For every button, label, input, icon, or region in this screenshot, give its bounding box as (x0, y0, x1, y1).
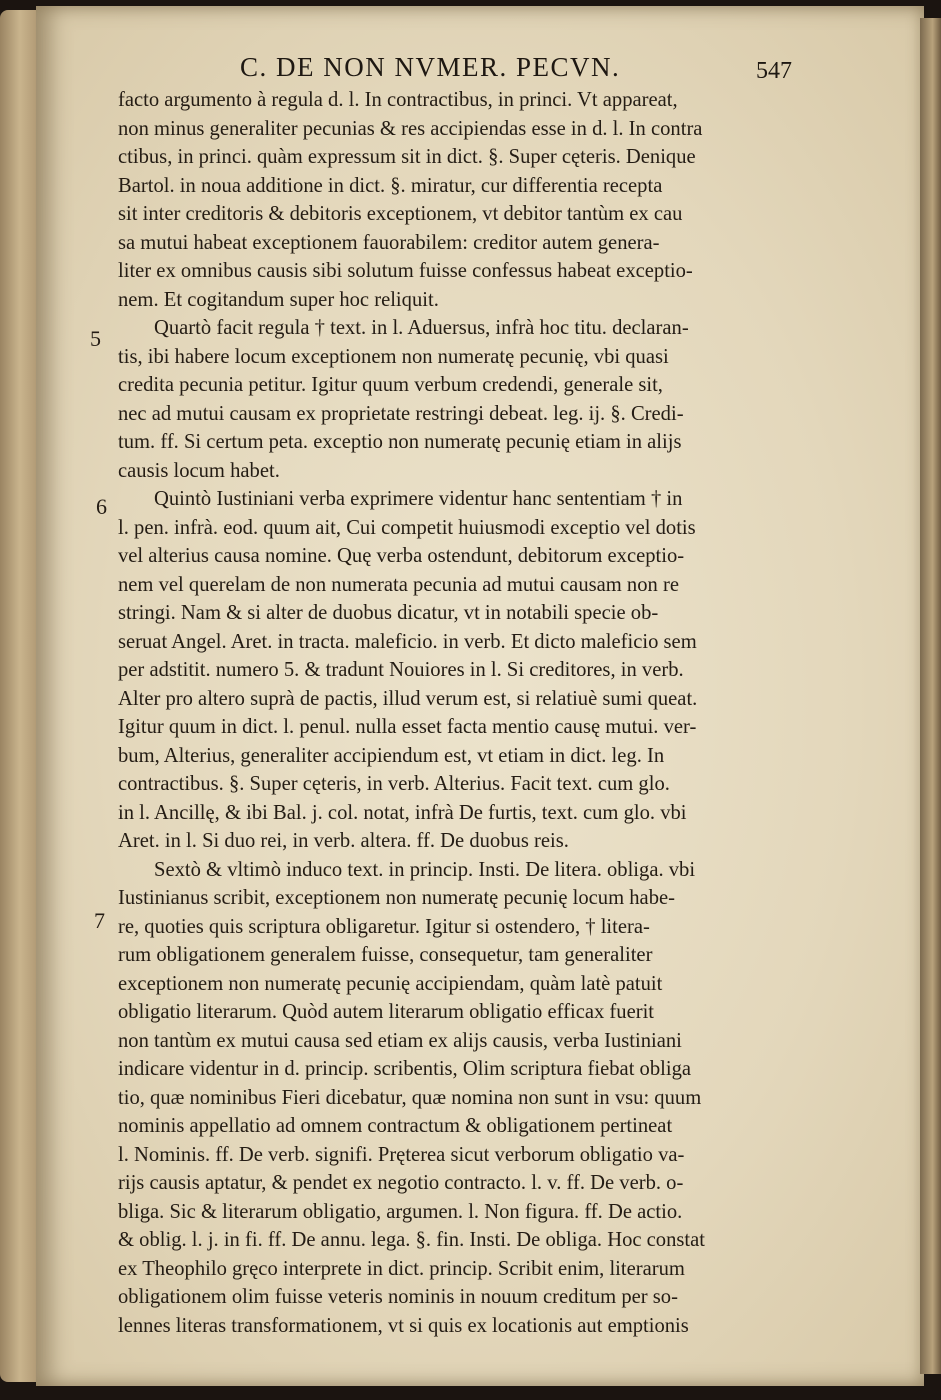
text-line: causis locum habet. (118, 459, 280, 482)
text-line: Bartol. in noua additione in dict. §. miratur, cur differentia recepta (118, 174, 663, 197)
text-line: contractibus. §. Super cęteris, in verb. Alterius. Facit text. cum glo. (118, 773, 670, 795)
text-line: Alter pro altero suprà de pactis, illud verum est, si relatiuè sumi queat. (118, 687, 698, 710)
text-line: Aret. in l. Si duo rei, in verb. altera. ff. De duobus reis. (118, 830, 569, 852)
text-line: nec ad mutui causam ex proprietate restringi debeat. leg. ij. §. Credi- (118, 402, 684, 425)
text-line: sa mutui habeat exceptionem fauorabilem: creditor autem genera- (118, 231, 660, 254)
page-number: 547 (756, 58, 792, 84)
text-line: obligationem olim fuisse veteris nominis in nouum creditum per so- (118, 1286, 678, 1308)
text-line: & oblig. l. j. in fi. ff. De annu. lega. §. fin. Insti. De obliga. Hoc constat (118, 1229, 706, 1251)
text-line: ctibus, in princi. quàm expressum sit in dict. §. Super cęteris. Denique (118, 146, 696, 168)
text-line: non tantùm ex mutui causa sed etiam ex alijs causis, verba Iustiniani (118, 1029, 682, 1052)
text-line: ex Theophilo gręco interprete in dict. princip. Scribit enim, literarum (118, 1257, 685, 1280)
text-line: lennes literas transformationem, vt si quis ex locationis aut emptionis (118, 1314, 689, 1337)
text-line: non minus generaliter pecunias & res accipiendas esse in d. l. In contra (118, 117, 703, 140)
margin-number-6: 6 (96, 494, 107, 519)
text-line: Quintò Iustiniani verba exprimere videntur hanc sententiam † in (154, 488, 683, 510)
text-line: l. Nominis. ff. De verb. signifi. Pręterea sicut verborum obligatio va- (118, 1143, 685, 1166)
text-line: exceptionem non numeratę pecunię accipiendam, quàm latè patuit (118, 972, 663, 995)
text-line: tis, ibi habere locum exceptionem non numeratę pecunię, vbi quasi (118, 345, 669, 368)
text-line: per adstitit. numero 5. & tradunt Nouiores in l. Si creditores, in verb. (118, 659, 684, 681)
text-line: tio, quæ nominibus Fieri dicebatur, quæ nomina non sunt in vsu: quum (118, 1086, 702, 1109)
body-text (118, 86, 798, 1340)
text-line: indicare videntur in d. princip. scribentis, Olim scriptura fiebat obliga (118, 1058, 692, 1080)
text-line: vel alterius causa nomine. Quę verba ostendunt, debitorum exceptio- (118, 545, 685, 567)
text-line: Iustinianus scribit, exceptionem non numeratę pecunię locum habe- (118, 887, 675, 909)
text-line: stringi. Nam & si alter de duobus dicatur, vt in notabili specie ob- (118, 602, 659, 624)
text-line: tum. ff. Si certum peta. exceptio non numeratę pecunię etiam in alijs (118, 431, 682, 453)
text-line: facto argumento à regula d. l. In contractibus, in princi. Vt appareat, (118, 89, 678, 111)
text-line: bum, Alterius, generaliter accipiendum est, vt etiam in dict. leg. In (118, 744, 665, 767)
text-line: credita pecunia petitur. Igitur quum verbum credendi, generale sit, (118, 374, 663, 396)
text-line: liter ex omnibus causis sibi solutum fuisse confessus habeat exceptio- (118, 260, 693, 282)
text-line: sit inter creditoris & debitoris exceptionem, vt debitor tantùm ex cau (118, 203, 683, 225)
page-header (240, 52, 800, 88)
running-head: C. DE NON NVMER. PECVN. (240, 52, 621, 82)
margin-number-7: 7 (94, 908, 105, 933)
text-line: rum obligationem generalem fuisse, consequetur, tam generaliter (118, 944, 653, 966)
text-line: Igitur quum in dict. l. penul. nulla esset facta mentio causę mutui. ver- (118, 716, 697, 738)
text-line: Quartò facit regula † text. in l. Aduersus, infrà hoc titu. declaran- (154, 317, 689, 339)
text-line: re, quoties quis scriptura obligaretur. Igitur si ostendero, † litera- (118, 915, 650, 938)
text-line: nem. Et cogitandum super hoc reliquit. (118, 288, 439, 311)
text-line: nem vel querelam de non numerata pecunia ad mutui causam non re (118, 573, 679, 596)
text-line: Sextò & vltimò induco text. in princip. Insti. De litera. obliga. vbi (154, 858, 696, 881)
margin-number-5: 5 (90, 326, 101, 351)
text-line: seruat Angel. Aret. in tracta. maleficio. in verb. Et dicto maleficio sem (118, 630, 697, 653)
text-line: l. pen. infrà. eod. quum ait, Cui competit huiusmodi exceptio vel dotis (118, 516, 696, 539)
text-line: obligatio literarum. Quòd autem literarum obligatio efficax fuerit (118, 1001, 655, 1023)
text-line: rijs causis aptatur, & pendet ex negotio contracto. l. v. ff. De verb. o- (118, 1172, 684, 1194)
book-right-edge (920, 18, 941, 1374)
text-line: nominis appellatio ad omnem contractum & obligationem pertineat (118, 1115, 673, 1137)
text-line: in l. Ancillę, & ibi Bal. j. col. notat, infrà De furtis, text. cum glo. vbi (118, 801, 687, 824)
text-line: bliga. Sic & literarum obligatio, argumen. l. Non figura. ff. De actio. (118, 1200, 683, 1223)
